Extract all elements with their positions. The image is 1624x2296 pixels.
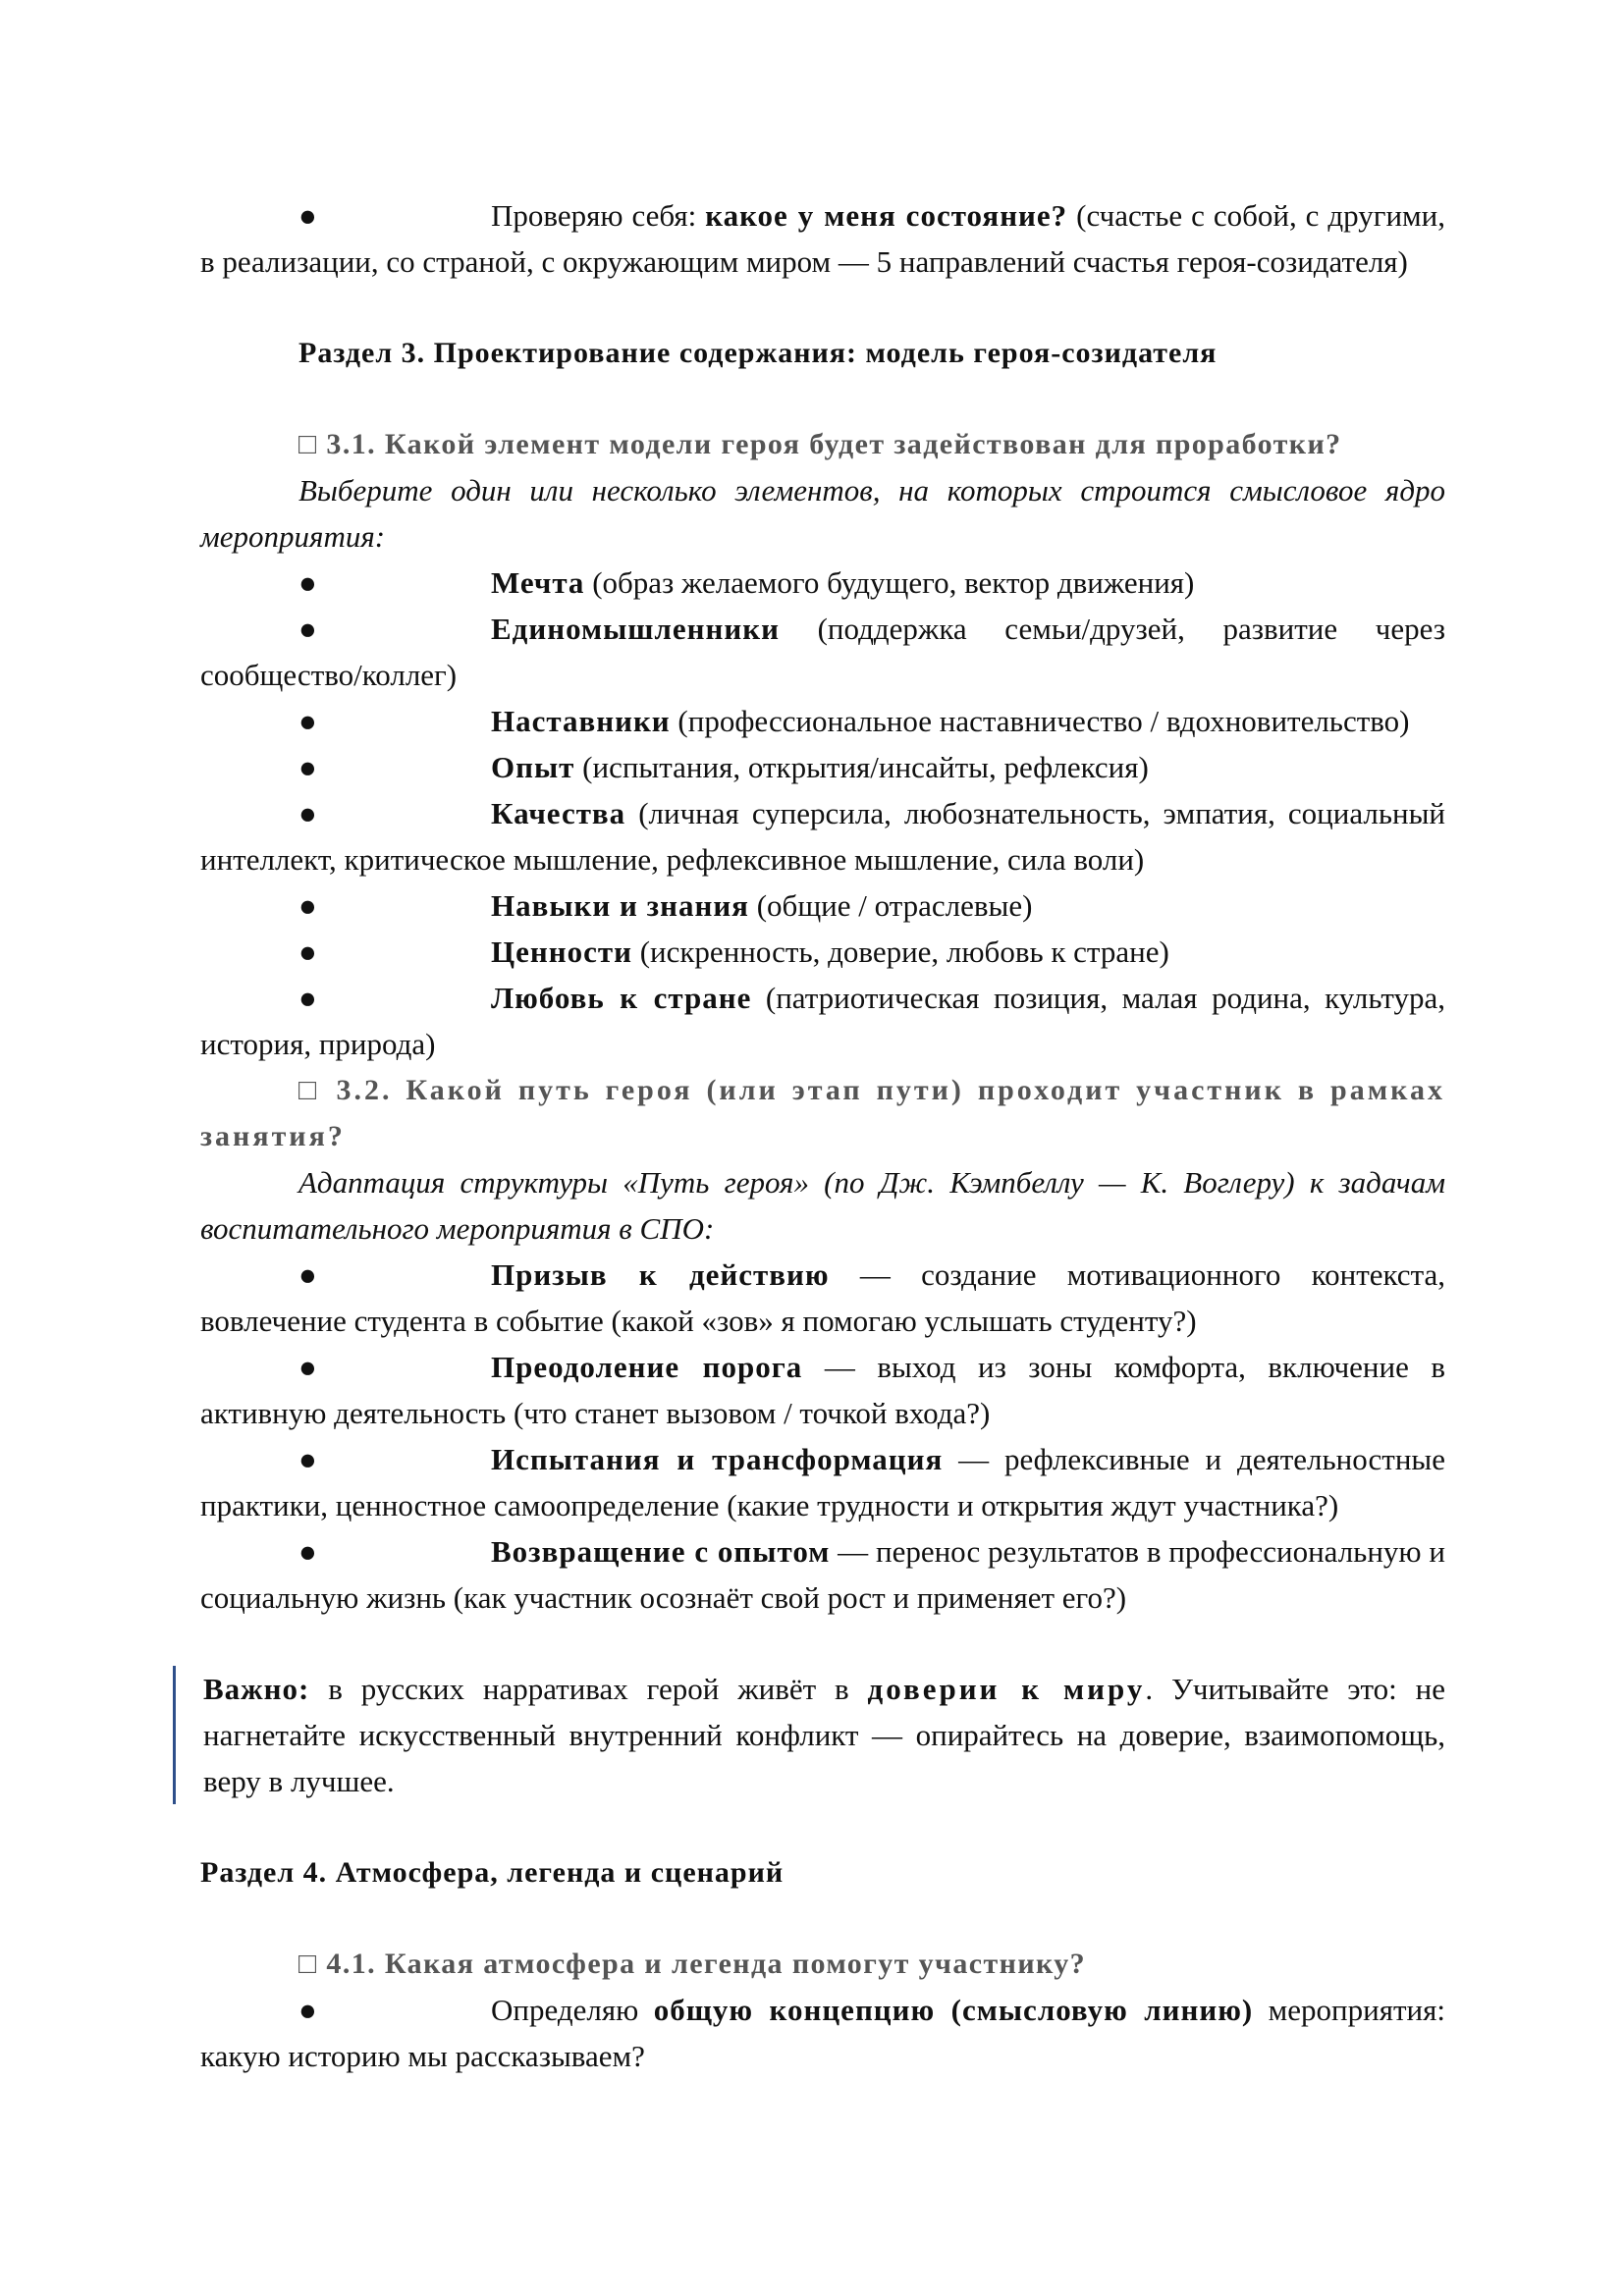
item-term: Ценности (491, 934, 632, 969)
item-description: (личная суперсила, любознательность, эмпатия, социальный интеллект, критическое мышление, рефлексивное мышление, сила воли) (200, 796, 1445, 877)
item-term: Навыки и знания (491, 888, 749, 923)
bullet-concept: ● Определяю общую концепцию (смысловую линию) мероприятия: какую историю мы рассказываем? (200, 1987, 1445, 2079)
item-description: (испытания, открытия/инсайты, рефлексия) (574, 750, 1149, 784)
question-3-2-note: Адаптация структуры «Путь героя» (по Дж. Кэмпбеллу — К. Воглеру) к задачам воспитательного мероприятия в СПО: (200, 1165, 1445, 1246)
bullet-self-check: ● Проверяю себя: какое у меня состояние? (счастье с собой, с другими, в реализации, со страной, с окружающим миром — 5 направлений счастья героя-созидателя) (200, 192, 1445, 285)
bullet-marker: ● (298, 1257, 317, 1292)
bullet-marker: ● (298, 981, 317, 1015)
bullet-marker: ● (298, 1993, 317, 2027)
document-body (200, 192, 1445, 2079)
item-term: Мечта (491, 565, 585, 600)
item-term: Преодоление порога (491, 1350, 803, 1384)
question-4-1: □ 4.1. Какая атмосфера и легенда помогут участнику? (298, 1948, 1087, 1980)
item-term: Любовь к стране (491, 981, 752, 1015)
bullet-marker: ● (298, 1350, 317, 1384)
item-term: Единомышленники (491, 612, 780, 646)
item-term: Испытания и трансформация (491, 1442, 944, 1476)
model-element-item (200, 698, 1445, 744)
bullet-marker: ● (298, 750, 317, 784)
item-term: Наставники (491, 704, 671, 738)
bullet-marker: ● (298, 1442, 317, 1476)
important-note (173, 1666, 1445, 1804)
bullet-marker: ● (298, 888, 317, 923)
model-element-item (200, 929, 1445, 975)
bullet-marker: ● (298, 1534, 317, 1569)
item-description: — выход из зоны комфорта, включение в активную деятельность (что станет вызовом / точкой входа?) (200, 1350, 1445, 1430)
model-element-item (200, 744, 1445, 790)
important-note-text: Важно: в русских нарративах герой живёт в доверии к миру. Учитывайте это: не нагнетайте искусственный внутренний конфликт — опирайтесь на доверие, взаимопомощь, веру в лучшее. (203, 1672, 1446, 1798)
bullet-marker: ● (298, 704, 317, 738)
bullet-marker: ● (298, 565, 317, 600)
section-4-title: Раздел 4. Атмосфера, легенда и сценарий (200, 1856, 785, 1889)
item-description: (образ желаемого будущего, вектор движения) (584, 565, 1195, 600)
item-term: Опыт (491, 750, 575, 784)
item-description: — создание мотивационного контекста, вовлечение студента в событие (какой «зов» я помогаю услышать студенту?) (200, 1257, 1446, 1338)
item-description: — рефлексивные и деятельностные практики, ценностное самоопределение (какие трудности и открытия ждут участника?) (200, 1442, 1445, 1522)
question-3-1: □ 3.1. Какой элемент модели героя будет задействован для проработки? (298, 428, 1342, 460)
hero-path-stage-item (200, 1252, 1445, 1344)
model-element-item (200, 882, 1445, 929)
model-element-item (200, 606, 1445, 698)
item-description: (поддержка семьи/друзей, развитие через сообщество/коллег) (200, 612, 1445, 692)
hero-path-stage-item (200, 1436, 1445, 1528)
item-term: Качества (491, 796, 626, 830)
question-3-1-note: Выберите один или несколько элементов, на которых строится смысловое ядро мероприятия: (200, 473, 1445, 554)
item-description: (общие / отраслевые) (748, 888, 1033, 923)
item-term: Призыв к действию (491, 1257, 830, 1292)
model-element-item (200, 560, 1445, 606)
item-description: — перенос результатов в профессиональную и социальную жизнь (как участник осознаёт свой рост и применяет его?) (200, 1534, 1445, 1615)
hero-path-stage-item (200, 1528, 1445, 1621)
model-element-item (200, 975, 1445, 1067)
question-3-2: □ 3.2. Какой путь героя (или этап пути) проходит участник в рамках занятия? (200, 1074, 1445, 1152)
model-element-item (200, 790, 1445, 882)
section-3-title: Раздел 3. Проектирование содержания: модель героя-созидателя (298, 337, 1218, 369)
hero-path-stage-item (200, 1344, 1445, 1436)
item-description: (профессиональное наставничество / вдохновительство) (670, 704, 1410, 738)
bullet-marker: ● (298, 934, 317, 969)
hero-path-stages-list (200, 1252, 1445, 1621)
important-label: Важно: (203, 1672, 310, 1706)
bullet-marker: ● (298, 198, 317, 233)
model-elements-list (200, 560, 1445, 1067)
item-term: Возвращение с опытом (491, 1534, 831, 1569)
item-description: (искренность, доверие, любовь к стране) (631, 934, 1169, 969)
bullet-marker: ● (298, 612, 317, 646)
bullet-marker: ● (298, 796, 317, 830)
item-description: (патриотическая позиция, малая родина, культура, история, природа) (200, 981, 1445, 1061)
